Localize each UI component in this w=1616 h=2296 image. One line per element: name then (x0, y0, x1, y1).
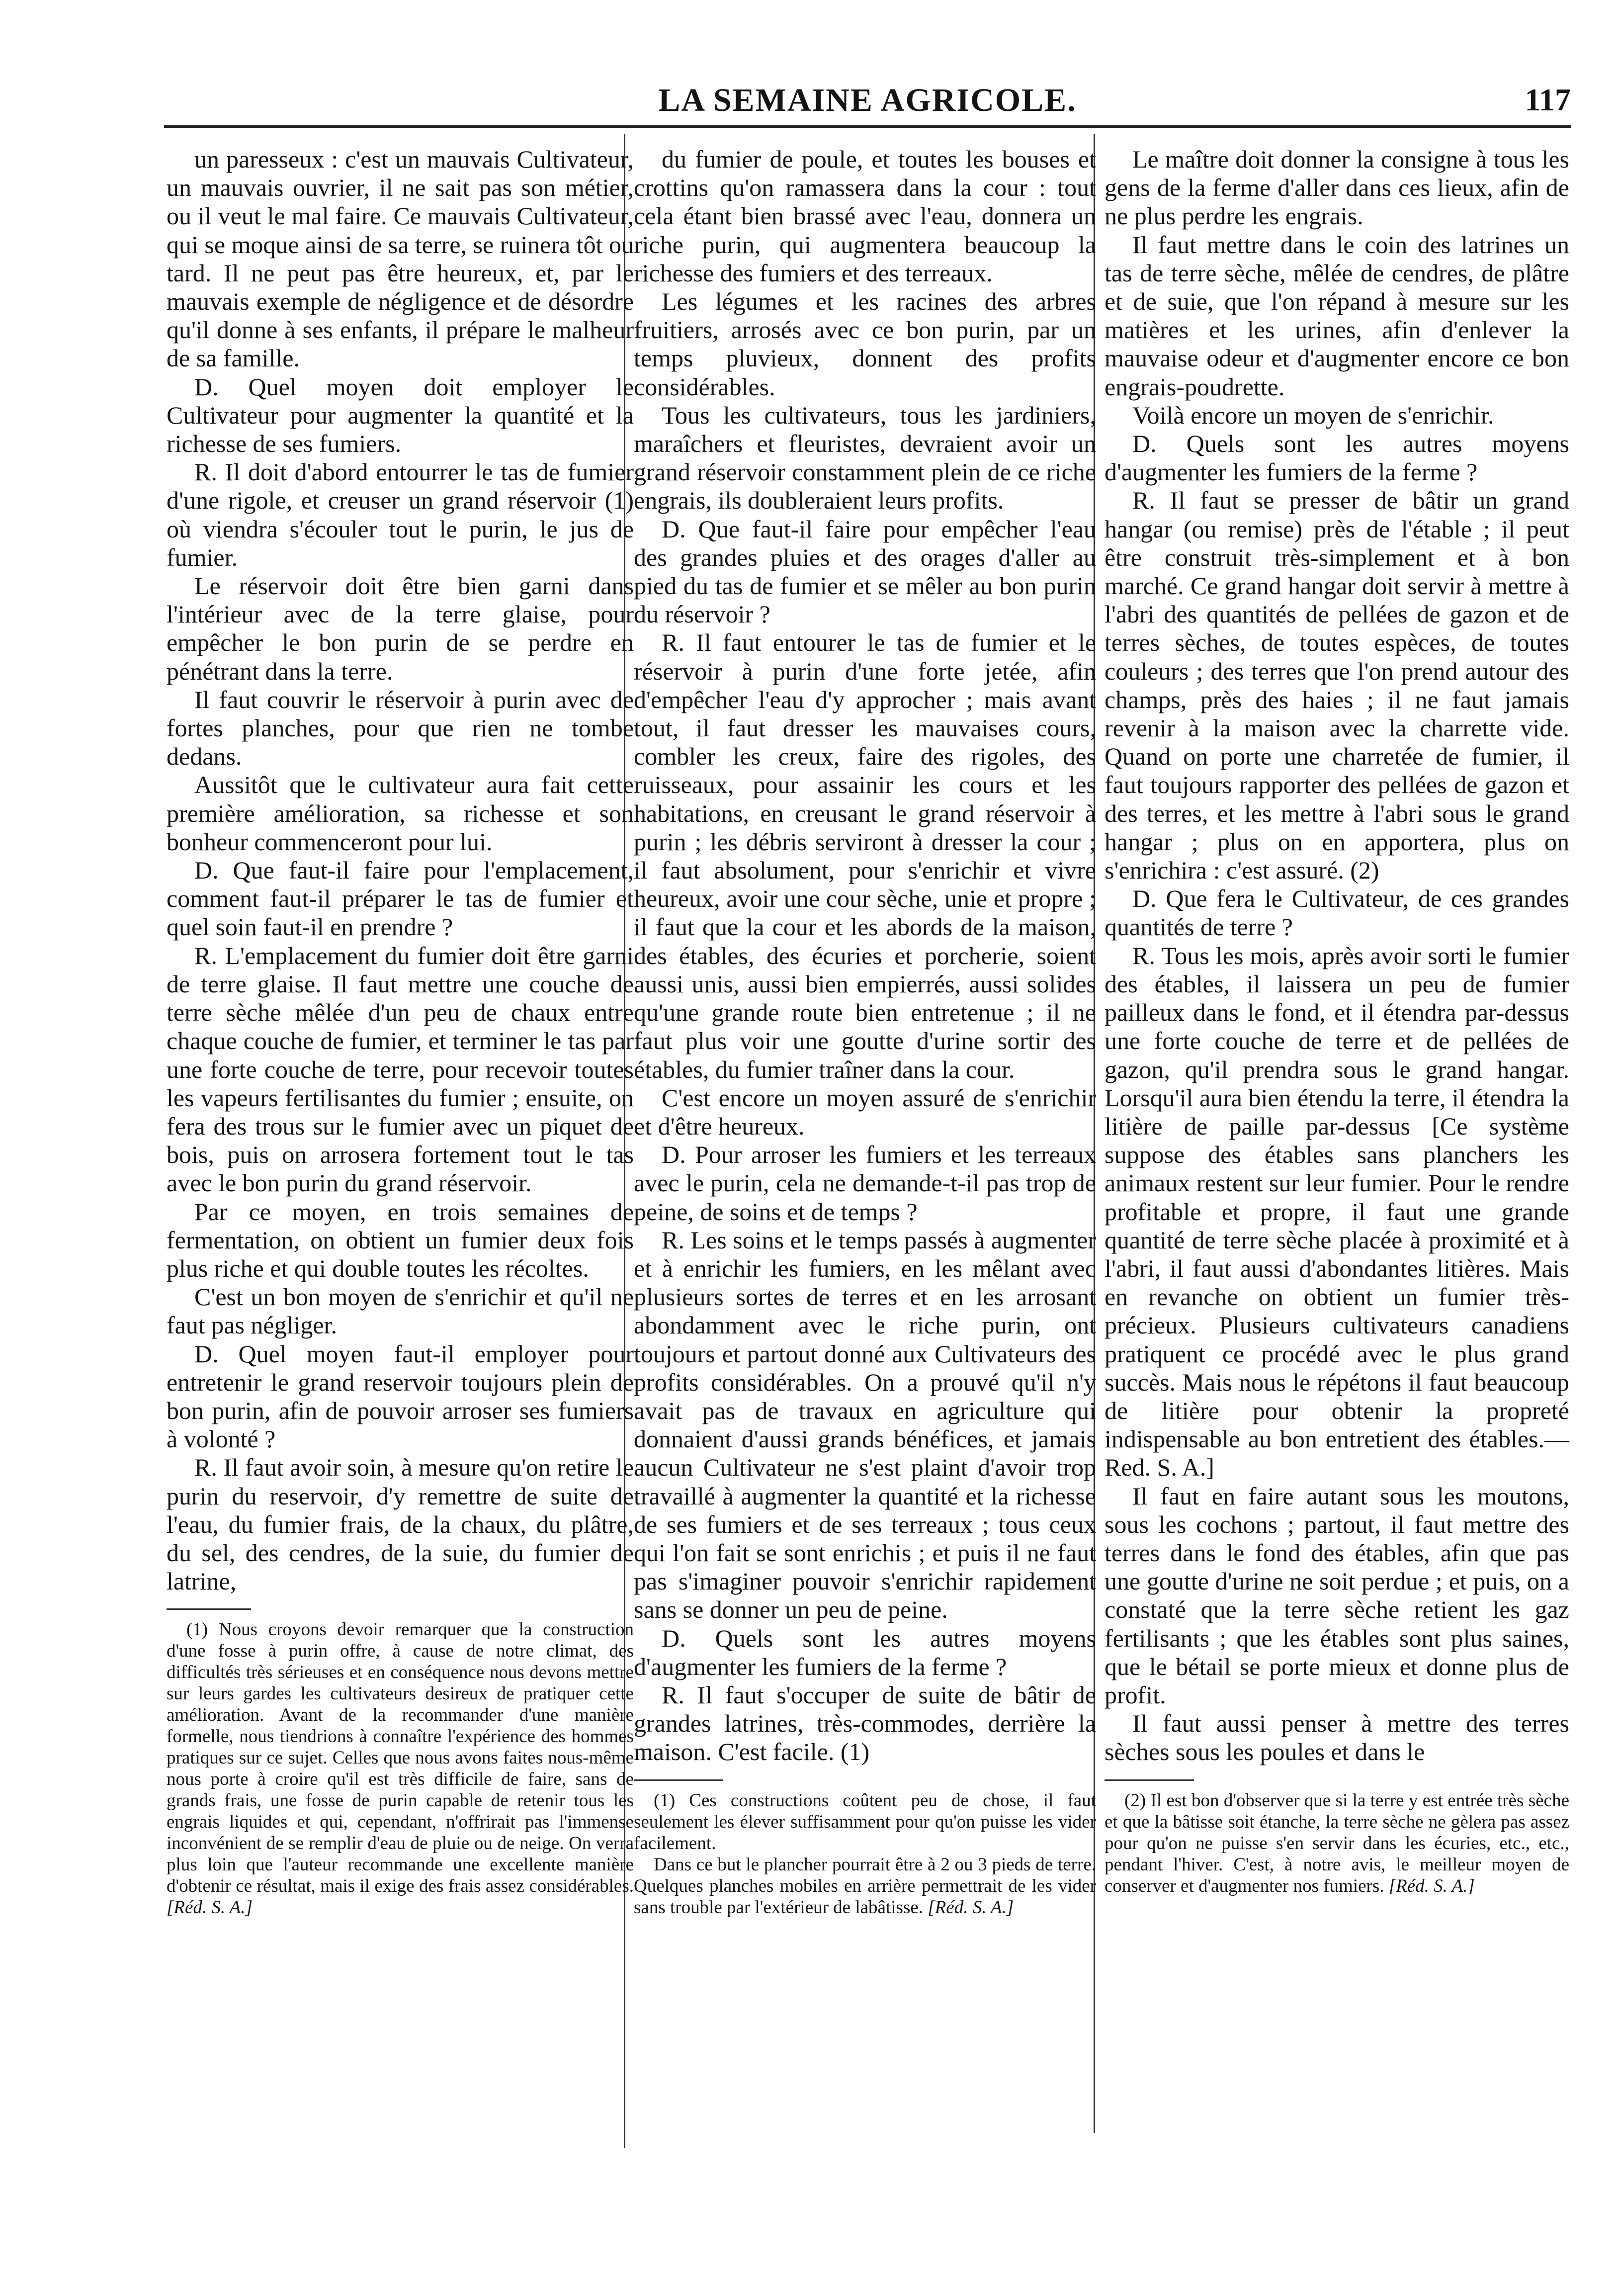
paragraph: R. Il faut se presser de bâtir un grand hangar (ou remise) près de l'étable ; il peut être construit très-simplement et à bon marché. Ce grand hangar doit servir à mettre à l'abri des quantités de pellées de gazon et de terres sèches, de toutes espèces, de toutes couleurs ; des terres que l'on prend autour des champs, près des haies ; il ne faut jamais revenir à la maison avec la charrette vide. Quand on porte une charretée de fumier, il faut toujours rapporter des pellées de gazon et des terres, et les mettre à l'abri sous le grand hangar ; plus on en apportera, plus on s'enrichira : c'est assuré. (2) (1105, 486, 1569, 884)
paragraph: R. Il faut entourer le tas de fumier et le réservoir à purin d'une forte jetée, afin d'empêcher l'eau d'y approcher ; mais avant tout, il faut dresser les mauvaises cours, combler les creux, faire des rigoles, des ruisseaux, pour assainir les cours et les habitations, en creusant le grand réservoir à purin ; les débris serviront à dresser la cour ; il faut absolument, pour s'enrichir et vivre heureux, avoir une cour sèche, unie et propre ; il faut que la cour et les abords de la maison, des étables, des écuries et porcherie, soient aussi unis, aussi bien empierrés, aussi solides qu'une grande route bien entretenue ; il ne faut plus voir une goutte d'urine sortir des étables, du fumier traîner dans la cour. (634, 628, 1096, 1083)
paragraph: D. Que faut-il faire pour empêcher l'eau des grandes pluies et des orages d'aller au pied du tas de fumier et se mêler au bon purin du réservoir ? (634, 515, 1096, 628)
paragraph: du fumier de poule, et toutes les bouses et crottins qu'on ramassera dans la cour : tout cela étant bien brassé avec l'eau, donnera un riche purin, qui augmentera beaucoup la richesse des fumiers et des terreaux. (634, 145, 1096, 287)
paragraph: D. Quels sont les autres moyens d'augmenter les fumiers de la ferme ? (1105, 430, 1569, 486)
footnote-text: (2) Il est bon d'observer que si la terre y est entrée très sèche et que la bâtisse soit étanche, la terre sèche ne gèlera pas assez pour qu'on ne puisse s'en servir dans les écuries, etc., etc., pendant l'hiver. C'est, à notre avis, le meilleur moyen de conserver et d'augmenter nos fumiers. (1105, 1790, 1569, 1896)
paragraph: Les légumes et les racines des arbres fruitiers, arrosés avec ce bon purin, par un temps pluvieux, donnent des profits considérables. (634, 287, 1096, 401)
header-rule (164, 125, 1571, 128)
paragraph: D. Quel moyen faut-il employer pour entretenir le grand reservoir toujours plein de bon purin, afin de pouvoir arroser ses fumiers à volonté ? (167, 1339, 634, 1453)
footnote-signature: [Réd. S. A.] (1388, 1875, 1475, 1896)
column-1 (167, 145, 634, 1918)
paragraph: R. L'emplacement du fumier doit être garni de terre glaise. Il faut mettre une couche de terre sèche mêlée d'un peu de chaux entre chaque couche de fumier, et terminer le tas par une forte couche de terre, pour recevoir toutes les vapeurs fertilisantes du fumier ; ensuite, on fera des trous sur le fumier avec un piquet de bois, puis on arrosera fortement tout le tas avec le bon purin du grand réservoir. (167, 941, 634, 1197)
footnote-signature: [Réd. S. A.] (928, 1897, 1014, 1918)
paragraph: R. Il faut s'occuper de suite de bâtir de grandes latrines, très-commodes, derrière la maison. C'est facile. (1) (634, 1680, 1096, 1766)
column-body (1105, 145, 1569, 1766)
paragraph: D. Quels sont les autres moyens d'augmenter les fumiers de la ferme ? (634, 1624, 1096, 1680)
paragraph: D. Pour arroser les fumiers et les terreaux avec le purin, cela ne demande-t-il pas trop de peine, de soins et de temps ? (634, 1141, 1096, 1226)
paragraph: D. Quel moyen doit employer le Cultivateur pour augmenter la quantité et la richesse de ses fumiers. (167, 372, 634, 458)
footnote-text: (1) Nous croyons devoir remarquer que la construction d'une fosse à purin offre, à cause de notre climat, des difficultés très sérieuses et en conséquence nous devons mettre sur leurs gardes les cultivateurs desireux de pratiquer cette amélioration. Avant de la recommander d'une manière formelle, nous tiendrions à connaître l'expérience des hommes pratiques sur ce sujet. Celles que nous avons faites nous-même nous porte à croire qu'il est très difficile de faire, sans de grands frais, une fosse de purin capable de retenir tous les engrais liquides et qui, cependant, n'offrirait pas l'immense inconvénient de se remplir d'eau de pluie ou de neige. On verra plus loin que l'auteur recommande une excellente manière d'obtenir ce résultat, mais il exige des frais assez considérables. (167, 1619, 634, 1897)
paragraph: Il faut en faire autant sous les moutons, sous les cochons ; partout, il faut mettre des terres dans le fond des étables, afin que pas une goutte d'urine ne soit perdue ; et puis, on a constaté que la terre sèche retient les gaz fertilisants ; que les étables sont plus saines, que le bétail se porte mieux et donne plus de profit. (1105, 1482, 1569, 1709)
page-number: 117 (1525, 82, 1571, 117)
column-3 (1105, 145, 1569, 1897)
footnote (634, 1854, 1096, 1918)
paragraph: C'est un bon moyen de s'enrichir et qu'il ne faut pas négliger. (167, 1283, 634, 1339)
paragraph: Il faut mettre dans le coin des latrines un tas de terre sèche, mêlée de cendres, de plâtre et de suie, que l'on répand à mesure sur les matières et les urines, afin d'enlever la mauvaise odeur et d'augmenter encore ce bon engrais-poudrette. (1105, 230, 1569, 401)
paragraph: Il faut aussi penser à mettre des terres sèches sous les poules et dans le (1105, 1709, 1569, 1766)
footnote (1105, 1790, 1569, 1897)
footnote-rule (167, 1608, 251, 1610)
footnote (167, 1619, 634, 1918)
paragraph: Il faut couvrir le réservoir à purin avec de fortes planches, pour que rien ne tombe dedans. (167, 685, 634, 771)
paragraph: C'est encore un moyen assuré de s'enrichir et d'être heureux. (634, 1083, 1096, 1140)
column-body (167, 145, 634, 1595)
paragraph: Aussitôt que le cultivateur aura fait cette première amélioration, sa richesse et son bonheur commenceront pour lui. (167, 771, 634, 856)
journal-title: LA SEMAINE AGRICOLE. (658, 82, 1077, 118)
footnotes (167, 1619, 634, 1918)
paragraph: Le maître doit donner la consigne à tous les gens de la ferme d'aller dans ces lieux, afin de ne plus perdre les engrais. (1105, 145, 1569, 230)
running-header (164, 75, 1571, 119)
paragraph: R. Il faut avoir soin, à mesure qu'on retire le purin du reservoir, d'y remettre de suite de l'eau, du fumier frais, de la chaux, du plâtre, du sel, des cendres, de la suie, du fumier de latrine, (167, 1453, 634, 1595)
paragraph: R. Les soins et le temps passés à augmenter et à enrichir les fumiers, en les mêlant avec plusieurs sortes de terres et en les arrosant abondamment avec le riche purin, ont toujours et partout donné aux Cultivateurs des profits considérables. On a prouvé qu'il n'y avait pas de travaux en agriculture qui donnaient d'aussi grands bénéfices, et jamais aucun Cultivateur ne s'est plaint d'avoir trop travaillé à augmenter la quantité et la richesse de ses fumiers et de ses terreaux ; tous ceux qui l'on fait se sont enrichis ; et puis il ne faut pas s'imaginer pouvoir s'enrichir rapidement sans se donner un peu de peine. (634, 1226, 1096, 1624)
footnote: (1) Ces constructions coûtent peu de chose, il faut seulement les élever suffisamment pour qu'on puisse les vider facilement. (634, 1790, 1096, 1854)
footnote-rule (1105, 1779, 1194, 1781)
paragraph: Tous les cultivateurs, tous les jardiniers, maraîchers et fleuristes, devraient avoir un grand réservoir constamment plein de ce riche engrais, ils doubleraient leurs profits. (634, 401, 1096, 515)
footnotes (634, 1790, 1096, 1918)
paragraph: R. Tous les mois, après avoir sorti le fumier des étables, il laissera un peu de fumier pailleux dans le fond, et il étendra par-dessus une forte couche de terre et de pellées de gazon, qu'il prendra sous le grand hangar. Lorsqu'il aura bien étendu la terre, il étendra la litière de paille par-dessus [Ce système suppose des étables sans planchers les animaux restent sur leur fumier. Pour le rendre profitable et propre, il faut une grande quantité de terre sèche placée à proximité et à l'abri, il faut aussi d'abondantes litières. Mais en revanche on obtient un fumier très-précieux. Plusieurs cultivateurs canadiens pratiquent ce procédé avec le plus grand succès. Mais nous le répétons il faut beaucoup de litière pour obtenir la propreté indispensable au bon entretient des étables.—Red. S. A.] (1105, 941, 1569, 1482)
footnote-rule (634, 1779, 723, 1781)
footnote-text: Dans ce but le plancher pourrait être à 2 ou 3 pieds de terre. Quelques planches mobiles en arrière permettrait de les vider sans trouble par l'extérieur de labâtisse. (634, 1854, 1096, 1918)
paragraph: un paresseux : c'est un mauvais Cultivateur, un mauvais ouvrier, il ne sait pas son métier, ou il veut le mal faire. Ce mauvais Cultivateur, qui se moque ainsi de sa terre, se ruinera tôt ou tard. Il ne peut pas être heureux, et, par le mauvais exemple de négligence et de désordre qu'il donne à ses enfants, il prépare le malheur de sa famille. (167, 145, 634, 372)
paragraph: R. Il doit d'abord entourrer le tas de fumier d'une rigole, et creuser un grand réservoir (1) où viendra s'écouler tout le purin, le jus de fumier. (167, 458, 634, 571)
footnote-signature: [Réd. S. A.] (167, 1897, 253, 1918)
column-body (634, 145, 1096, 1766)
paragraph: D. Que fera le Cultivateur, de ces grandes quantités de terre ? (1105, 884, 1569, 941)
footnotes (1105, 1790, 1569, 1897)
paragraph: Le réservoir doit être bien garni dans l'intérieur avec de la terre glaise, pour empêcher le bon purin de se perdre en pénétrant dans la terre. (167, 572, 634, 685)
column-2 (634, 145, 1096, 1918)
paragraph: Voilà encore un moyen de s'enrichir. (1132, 401, 1494, 429)
paragraph: Par ce moyen, en trois semaines de fermentation, on obtient un fumier deux fois plus riche et qui double toutes les récoltes. (167, 1197, 634, 1282)
paragraph: D. Que faut-il faire pour l'emplacement, comment faut-il préparer le tas de fumier et quel soin faut-il en prendre ? (167, 856, 634, 941)
